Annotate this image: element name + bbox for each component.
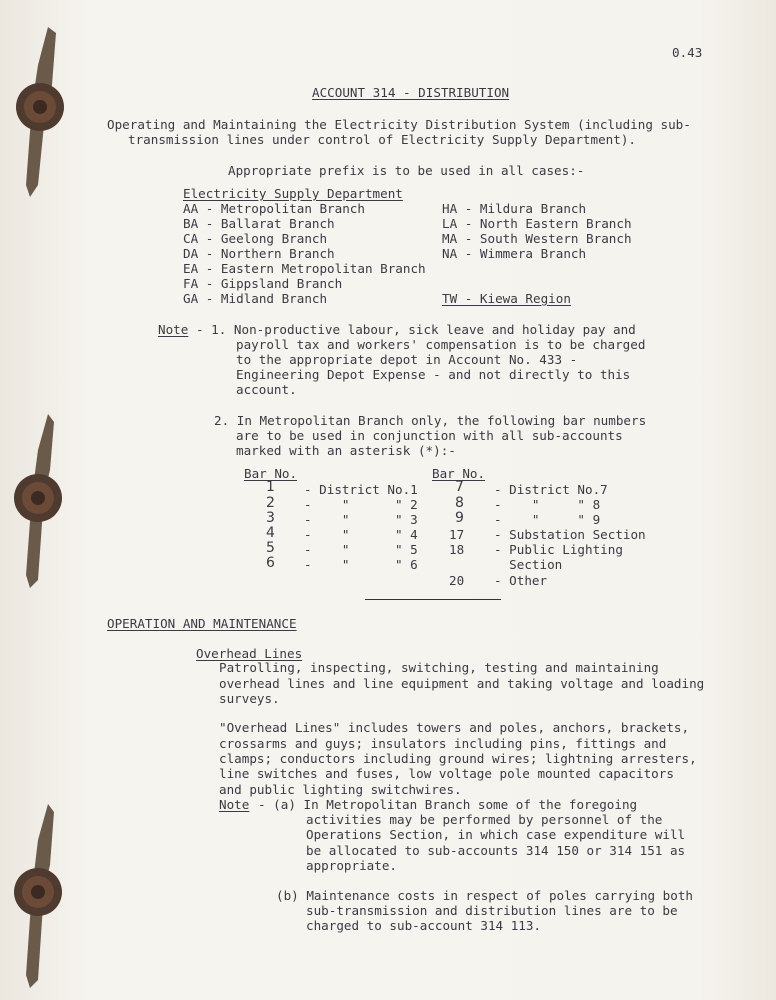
bar-description: - " " 3: [304, 512, 418, 527]
note-a-line: appropriate.: [306, 858, 397, 873]
note-a-line: be allocated to sub-accounts 314 150 or 314 151 as: [306, 843, 686, 858]
bar-description: - District No.1: [304, 482, 418, 497]
note2-line: marked with an asterisk (*):-: [236, 443, 456, 458]
note-a-label: Note: [219, 797, 250, 812]
branch-left-item: GA - Midland Branch: [183, 291, 328, 306]
bar-description: - " " 2: [304, 497, 418, 512]
bar-description: - District No.7: [494, 482, 608, 497]
note-a-line: Operations Section, in which case expenditure will: [306, 827, 686, 842]
branch-left-item: EA - Eastern Metropolitan Branch: [183, 261, 426, 276]
bar-number: 7: [455, 479, 464, 495]
bar-description: - " " 9: [494, 512, 601, 527]
bar-header-right: Bar No.: [432, 466, 486, 481]
branch-left-item: FA - Gippsland Branch: [183, 276, 343, 291]
bar-number: 9: [455, 510, 464, 526]
note2-line: 2. In Metropolitan Branch only, the following bar numbers: [214, 413, 647, 428]
overhead-p1-line: Patrolling, inspecting, switching, testing and maintaining: [219, 660, 659, 675]
note1-line: payroll tax and workers' compensation is to be charged: [236, 337, 646, 352]
bar-number: 5: [266, 540, 275, 556]
bar-description: Section: [494, 557, 563, 572]
overhead-p2-line: and public lighting switchwires.: [219, 782, 462, 797]
bar-number: 4: [266, 525, 275, 541]
overhead-p1-line: surveys.: [219, 691, 280, 706]
intro-line-2: transmission lines under control of Electricity Supply Department).: [128, 132, 636, 147]
overhead-p1-line: overhead lines and line equipment and taking voltage and loading: [219, 676, 705, 691]
binder-fastener-top: [8, 25, 68, 200]
note1-line: Engineering Depot Expense - and not directly to this: [236, 367, 631, 382]
note-b-line: (b) Maintenance costs in respect of poles carrying both: [276, 888, 694, 903]
bar-number: 18: [449, 542, 465, 557]
page-title: ACCOUNT 314 - DISTRIBUTION: [312, 85, 510, 100]
page-reference: 0.43: [672, 45, 703, 60]
bar-number: 1: [266, 479, 275, 495]
overhead-lines-heading: Overhead Lines: [196, 646, 303, 661]
note-label: Note: [158, 322, 189, 337]
esd-heading: Electricity Supply Department: [183, 186, 403, 201]
bar-number: 17: [449, 527, 465, 542]
intro-line-1: Operating and Maintaining the Electricity Distribution System (including sub-: [107, 117, 691, 132]
bar-number: 3: [266, 510, 275, 526]
note-b-line: charged to sub-account 314 113.: [306, 918, 542, 933]
om-heading: OPERATION AND MAINTENANCE: [107, 616, 297, 631]
note1-line: - 1. Non-productive labour, sick leave and holiday pay and: [196, 322, 636, 337]
note1-line: account.: [236, 382, 297, 397]
binder-fastener-bottom: [8, 800, 68, 990]
bar-description: - " " 5: [304, 542, 418, 557]
bar-header-left: Bar No.: [244, 466, 298, 481]
bar-description: - Substation Section: [494, 527, 646, 542]
overhead-p2-line: line switches and fuses, low voltage pole mounted capacitors: [219, 766, 674, 781]
bar-description: - " " 4: [304, 527, 418, 542]
note2-line: are to be used in conjunction with all sub-accounts: [236, 428, 623, 443]
note1-line: to the appropriate depot in Account No. 433 -: [236, 352, 578, 367]
prefix-instruction: Appropriate prefix is to be used in all cases:-: [228, 163, 585, 178]
overhead-p2-line: clamps; conductors including ground wires; lightning arresters,: [219, 751, 697, 766]
bar-description: - " " 6: [304, 557, 418, 572]
bar-number: 6: [266, 555, 275, 571]
note-a-line: - (a) In Metropolitan Branch some of the foregoing: [258, 797, 638, 812]
overhead-p2-line: "Overhead Lines" includes towers and poles, anchors, brackets,: [219, 720, 690, 735]
note-b-line: sub-transmission and distribution lines are to be: [306, 903, 678, 918]
branch-left-item: BA - Ballarat Branch: [183, 216, 335, 231]
branch-left-item: DA - Northern Branch: [183, 246, 335, 261]
section-divider: [365, 599, 501, 600]
bar-description: - Other: [494, 573, 548, 588]
overhead-p2-line: crossarms and guys; insulators including pins, fittings and: [219, 736, 667, 751]
bar-number: 2: [266, 495, 275, 511]
region-item: TW - Kiewa Region: [442, 291, 571, 306]
binder-fastener-middle: [8, 410, 68, 590]
note-a-line: activities may be performed by personnel of the: [306, 812, 663, 827]
branch-right-item: HA - Mildura Branch: [442, 201, 587, 216]
branch-left-item: AA - Metropolitan Branch: [183, 201, 365, 216]
branch-right-item: MA - South Western Branch: [442, 231, 632, 246]
branch-right-item: NA - Wimmera Branch: [442, 246, 587, 261]
bar-description: - " " 8: [494, 497, 601, 512]
bar-number: 8: [455, 495, 464, 511]
branch-left-item: CA - Geelong Branch: [183, 231, 328, 246]
branch-right-item: LA - North Eastern Branch: [442, 216, 632, 231]
bar-number: 20: [449, 573, 465, 588]
bar-description: - Public Lighting: [494, 542, 623, 557]
